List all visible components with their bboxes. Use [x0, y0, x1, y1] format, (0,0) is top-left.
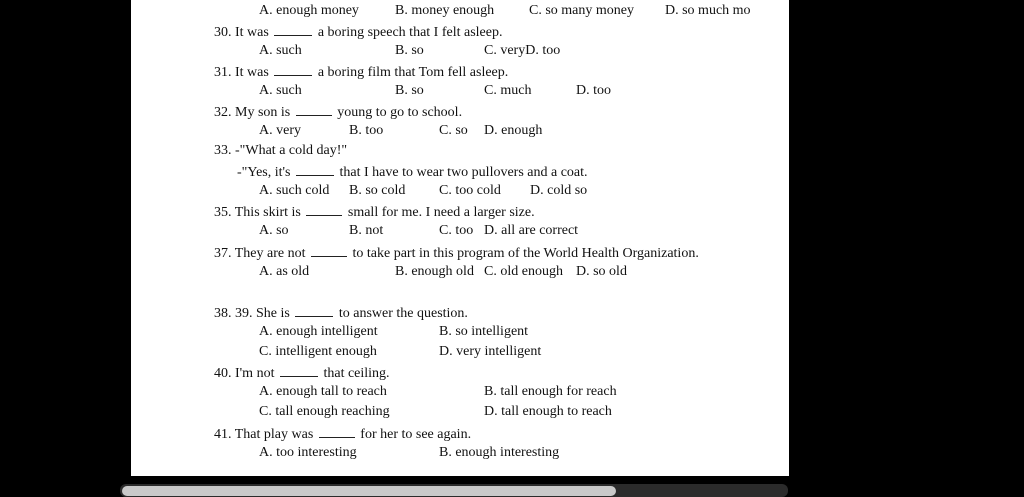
- q40-option-a: A. enough tall to reach: [259, 384, 387, 399]
- q33-option-b: B. so cold: [349, 183, 406, 198]
- q31-option-a: A. such: [259, 83, 302, 98]
- answer-blank: [274, 23, 312, 36]
- q35-option-c: C. too: [439, 223, 474, 238]
- q29-option-b: B. money enough: [395, 3, 495, 18]
- q31-option-d: D. too: [576, 83, 611, 98]
- q35-option-d: D. all are correct: [484, 223, 579, 238]
- q37-option-a: A. as old: [259, 264, 310, 279]
- q40-option-c: C. tall enough reaching: [259, 404, 390, 419]
- q37-option-b: B. enough old: [395, 264, 474, 279]
- q38-question: [214, 304, 468, 322]
- q30-question: [214, 23, 502, 41]
- q38-option-b: B. so intelligent: [439, 324, 529, 339]
- q40-option-d: D. tall enough to reach: [484, 404, 612, 419]
- q31-option-c: C. much: [484, 83, 532, 98]
- q37-question: [214, 244, 699, 262]
- q40-question: [214, 364, 390, 382]
- answer-blank: [274, 63, 312, 76]
- q32-number: 32. My son is: [214, 105, 291, 120]
- q41-number: 41. That play was: [214, 427, 314, 442]
- q37-option-d: D. so old: [576, 264, 627, 279]
- q41-text: for her to see again.: [360, 427, 472, 442]
- horizontal-scrollbar-thumb[interactable]: [122, 486, 616, 496]
- q32-option-d: D. enough: [484, 123, 543, 138]
- q35-number: 35. This skirt is: [214, 205, 301, 220]
- answer-blank: [296, 163, 334, 176]
- q31-text: a boring film that Tom fell asleep.: [317, 65, 509, 80]
- q33-reply-start: -"Yes, it's: [237, 165, 291, 180]
- q29-option-d: D. so much mo: [665, 3, 751, 18]
- q33-option-c: C. too cold: [439, 183, 501, 198]
- q30-option-b: B. so: [395, 43, 424, 58]
- q38-option-c: C. intelligent enough: [259, 344, 377, 359]
- q37-option-c: C. old enough: [484, 264, 563, 279]
- document-page: [131, 0, 789, 476]
- q35-option-a: A. so: [259, 223, 289, 238]
- q29-option-a: A. enough money: [259, 3, 359, 18]
- q35-question: [214, 203, 535, 221]
- q33-reply-end: that I have to wear two pullovers and a coat.: [339, 165, 588, 180]
- q31-question: [214, 63, 508, 81]
- q38-text: to answer the question.: [338, 306, 468, 321]
- q38-option-d: D. very intelligent: [439, 344, 542, 359]
- q40-text: that ceiling.: [323, 366, 390, 381]
- q41-question: [214, 425, 471, 443]
- q37-text: to take part in this program of the World Health Organization.: [352, 246, 699, 261]
- answer-blank: [306, 203, 342, 216]
- q38-option-a: A. enough intelligent: [259, 324, 378, 339]
- q32-option-a: A. very: [259, 123, 301, 138]
- q33-option-d: D. cold so: [530, 183, 588, 198]
- q32-option-c: C. so: [439, 123, 468, 138]
- answer-blank: [296, 103, 332, 116]
- q35-text: small for me. I need a larger size.: [347, 205, 535, 220]
- q30-text: a boring speech that I felt asleep.: [317, 25, 503, 40]
- q30-option-cd: C. veryD. too: [484, 43, 561, 58]
- q33-option-a: A. such cold: [259, 183, 330, 198]
- answer-blank: [311, 244, 347, 257]
- q29-option-c: C. so many money: [529, 3, 634, 18]
- q31-number: 31. It was: [214, 65, 269, 80]
- answer-blank: [319, 425, 355, 438]
- q35-option-b: B. not: [349, 223, 384, 238]
- q40-option-b: B. tall enough for reach: [484, 384, 617, 399]
- q38-number: 38. 39. She is: [214, 306, 290, 321]
- answer-blank: [295, 304, 333, 317]
- q32-question: [214, 103, 462, 121]
- q41-option-b: B. enough interesting: [439, 445, 560, 460]
- q40-number: 40. I'm not: [214, 366, 275, 381]
- q41-option-a: A. too interesting: [259, 445, 357, 460]
- q37-number: 37. They are not: [214, 246, 306, 261]
- q30-number: 30. It was: [214, 25, 269, 40]
- answer-blank: [280, 364, 318, 377]
- q32-option-b: B. too: [349, 123, 384, 138]
- q32-text: young to go to school.: [337, 105, 463, 120]
- q31-option-b: B. so: [395, 83, 424, 98]
- q33-reply: [237, 163, 588, 181]
- q30-option-a: A. such: [259, 43, 302, 58]
- q33-question: 33. -"What a cold day!": [214, 143, 348, 158]
